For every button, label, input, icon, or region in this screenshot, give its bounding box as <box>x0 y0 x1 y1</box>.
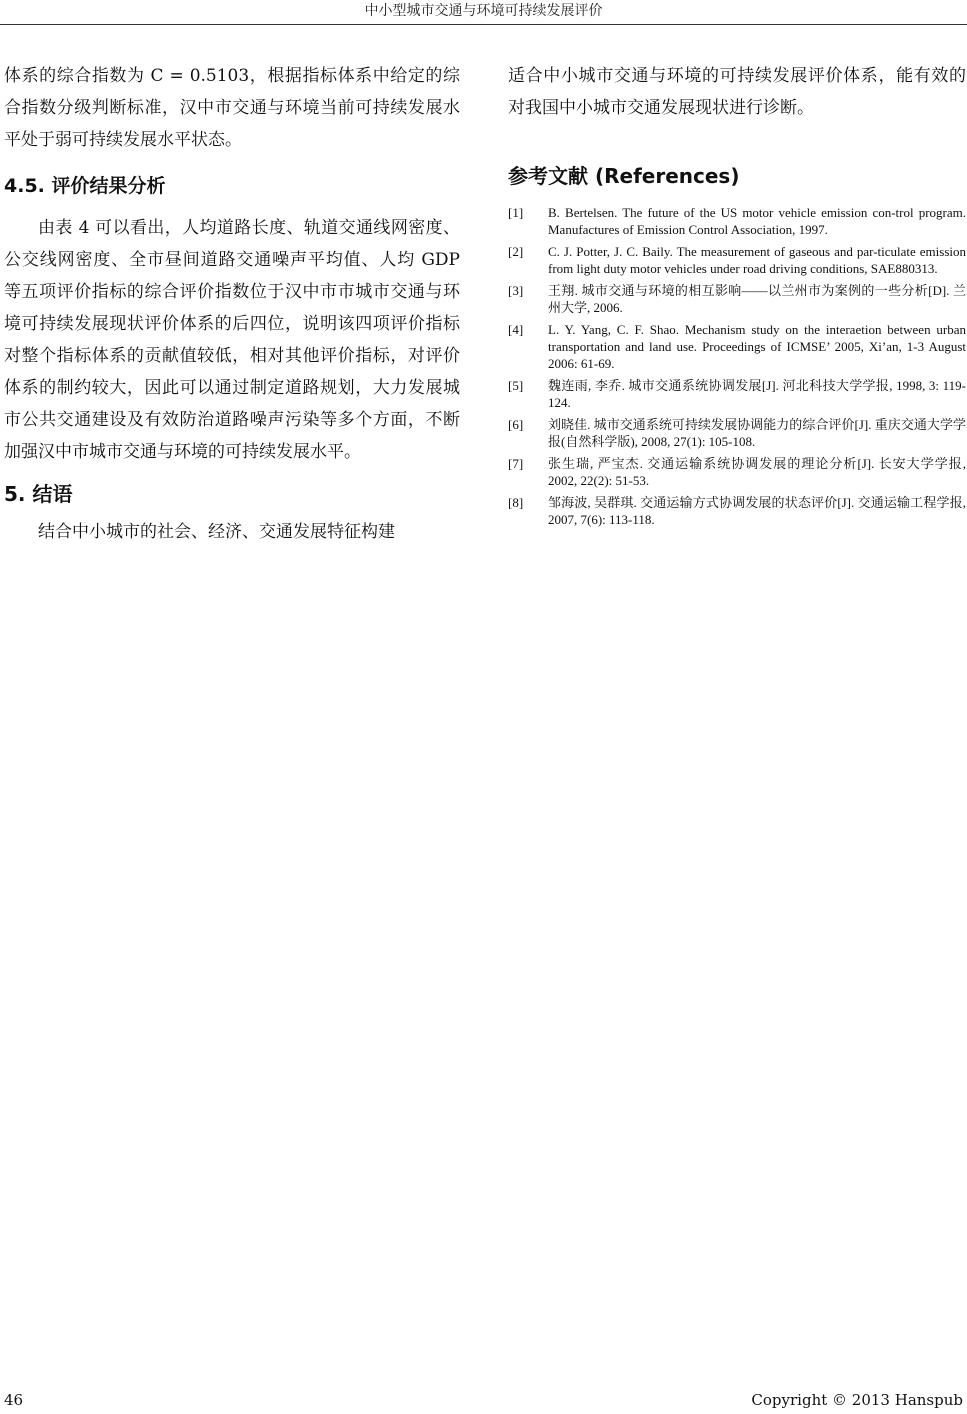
paragraph-result-analysis: 由表 4 可以看出，人均道路长度、轨道交通线网密度、公交线网密度、全市昼间道路交通噪声平均值、人均 GDP 等五项评价指标的综合评价指数位于汉中市市城市交通与环境可持续发展现状评价体系的后四位，说明该四项评价指标对整个指标体系的贡献值较低，相对其他评价指标，对评价体系的制约较大，因此可以通过制定道路规划，大力发展城市公共交通建设及有效防治道路噪声污染等多个方面，不断加强汉中市城市交通与环境的可持续发展水平。 <box>4 218 460 462</box>
reference-number: [3] <box>508 283 524 298</box>
reference-text: C. J. Potter, J. C. Baily. The measurement of gaseous and par-ticulate emission from light duty motor vehicles under road driving conditions, SAE880313. <box>548 244 966 276</box>
paragraph-conclusion-end: 适合中小城市交通与环境的可持续发展评价体系，能有效的对我国中小城市交通发展现状进行诊断。 <box>508 66 966 118</box>
reference-text: 邹海波, 吴群琪. 交通运输方式协调发展的状态评价[J]. 交通运输工程学报, 2007, 7(6): 113-118. <box>548 495 966 527</box>
reference-number: [1] <box>508 205 524 220</box>
reference-text: 魏连雨, 李乔. 城市交通系统协调发展[J]. 河北科技大学学报, 1998, 3: 119-124. <box>548 378 966 410</box>
copyright-notice: Copyright © 2013 Hanspub <box>751 1391 963 1409</box>
reference-number: [2] <box>508 244 524 259</box>
reference-number: [8] <box>508 495 524 510</box>
reference-item <box>508 455 966 489</box>
references-heading: 参考文献 (References) <box>508 164 740 188</box>
paragraph-conclusion-start: 结合中小城市的社会、经济、交通发展特征构建 <box>38 522 395 542</box>
reference-item <box>508 204 966 238</box>
reference-number: [5] <box>508 378 524 393</box>
paragraph-index-result: 体系的综合指数为 C = 0.5103，根据指标体系中给定的综合指数分级判断标准，汉中市交通与环境当前可持续发展水平处于弱可持续发展水平状态。 <box>4 66 460 150</box>
reference-item <box>508 321 966 372</box>
reference-item <box>508 494 966 528</box>
right-column <box>508 60 966 533</box>
reference-text: 张生瑞, 严宝杰. 交通运输系统协调发展的理论分析[J]. 长安大学学报, 2002, 22(2): 51-53. <box>548 456 966 488</box>
reference-text: B. Bertelsen. The future of the US motor vehicle emission con-trol program. Manufactures of Emission Control Association, 1997. <box>548 205 966 237</box>
reference-item <box>508 243 966 277</box>
reference-list <box>508 204 966 528</box>
page-number: 46 <box>4 1391 24 1409</box>
running-head-title: 中小型城市交通与环境可持续发展评价 <box>364 3 603 19</box>
reference-number: [7] <box>508 456 524 471</box>
section-heading-4-5: 4.5. 评价结果分析 <box>4 175 166 197</box>
reference-text: 王翔. 城市交通与环境的相互影响——以兰州市为案例的一些分析[D]. 兰州大学, 2006. <box>548 283 966 315</box>
reference-item <box>508 282 966 316</box>
header-rule <box>0 24 967 25</box>
reference-text: 刘晓佳. 城市交通系统可持续发展协调能力的综合评价[J]. 重庆交通大学学报(自然科学版), 2008, 27(1): 105-108. <box>548 417 966 449</box>
reference-item <box>508 377 966 411</box>
reference-text: L. Y. Yang, C. F. Shao. Mechanism study on the interaetion between urban transportation and land use. Proceedings of ICMSE’ 2005, Xi’an, 1-3 August 2006: 61-69. <box>548 322 966 371</box>
left-column <box>4 60 460 548</box>
reference-item <box>508 416 966 450</box>
reference-number: [6] <box>508 417 524 432</box>
reference-number: [4] <box>508 322 524 337</box>
section-heading-5: 5. 结语 <box>4 482 73 506</box>
